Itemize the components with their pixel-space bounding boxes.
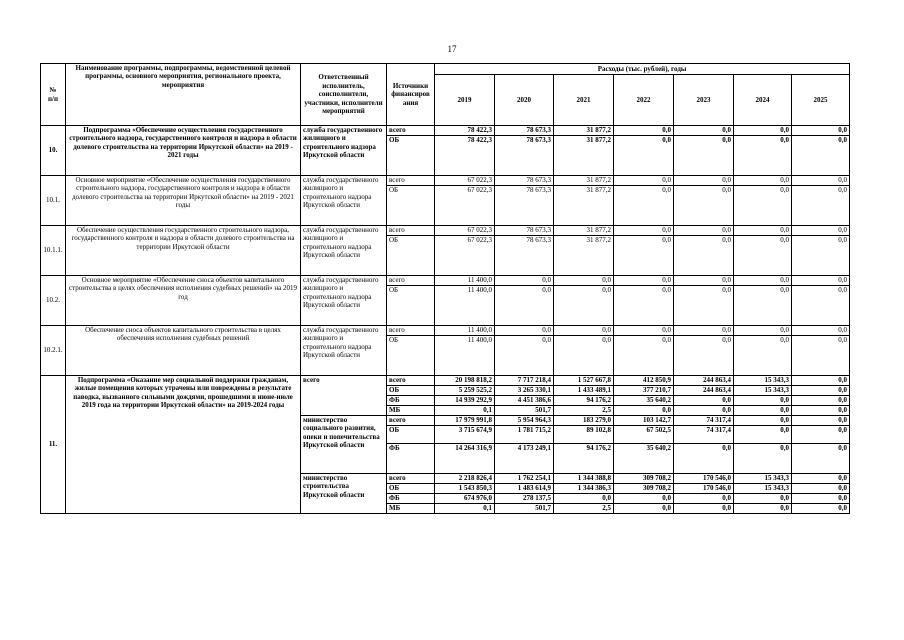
value-cell: 78 673,3 — [495, 126, 554, 136]
value-cell: 31 877,2 — [554, 126, 614, 136]
value-cell: 0,0 — [734, 494, 792, 504]
header-name: Наименование программы, подпрограммы, ведомственной целевой программы, основного мероприятия, регионального проекта, мероприятия — [66, 64, 301, 126]
row-source: МБ — [387, 406, 435, 416]
value-cell: 0,0 — [674, 286, 734, 326]
value-cell: 244 863,4 — [674, 386, 734, 396]
value-cell: 0,0 — [614, 236, 674, 276]
value-cell: 78 673,3 — [495, 136, 554, 176]
value-cell: 11 400,0 — [435, 336, 495, 376]
value-cell: 2 218 826,4 — [435, 474, 495, 484]
value-cell: 0,0 — [674, 136, 734, 176]
row-source: всего — [387, 416, 435, 426]
row-name: Подпрограмма «Обеспечение осуществления государственного строительного надзора, государственного контроля и надзора в области долевого строительства на территории Иркутской области» на 2019 - 2021 годы — [66, 126, 301, 176]
table-row — [41, 176, 850, 186]
row-source: ФБ — [387, 494, 435, 504]
value-cell: 0,0 — [674, 444, 734, 474]
table-row — [41, 276, 850, 286]
row-executor: министерство социального развития, опеки и попечительства Иркутской области — [301, 416, 387, 474]
value-cell: 67 022,3 — [435, 236, 495, 276]
row-executor: служба государственного жилищного и строительного надзора Иркутской области — [301, 326, 387, 376]
value-cell: 0,0 — [614, 226, 674, 236]
value-cell: 0,0 — [792, 276, 850, 286]
value-cell: 0,0 — [674, 186, 734, 226]
header-year: 2023 — [674, 75, 734, 126]
row-number: 10. — [41, 126, 66, 176]
value-cell: 17 979 991,8 — [435, 416, 495, 426]
value-cell: 0,0 — [792, 286, 850, 326]
value-cell: 78 673,3 — [495, 186, 554, 226]
header-year: 2021 — [554, 75, 614, 126]
row-executor: служба государственного жилищного и строительного надзора Иркутской области — [301, 276, 387, 326]
value-cell: 0,0 — [674, 276, 734, 286]
header-year: 2019 — [435, 75, 495, 126]
row-executor: служба государственного жилищного и строительного надзора Иркутской области — [301, 226, 387, 276]
value-cell: 94 176,2 — [554, 444, 614, 474]
row-number: 10.2. — [41, 276, 66, 326]
expenses-table — [40, 63, 850, 514]
value-cell: 15 343,3 — [734, 386, 792, 396]
value-cell: 67 022,3 — [435, 226, 495, 236]
row-source: всего — [387, 474, 435, 484]
value-cell: 1 762 254,1 — [495, 474, 554, 484]
header-executor: Ответственный исполнитель, соисполнители, участники, исполнители мероприятий — [301, 64, 387, 126]
value-cell: 309 708,2 — [614, 484, 674, 494]
value-cell: 0,0 — [674, 336, 734, 376]
value-cell: 3 265 330,1 — [495, 386, 554, 396]
header-year: 2020 — [495, 75, 554, 126]
value-cell: 0,1 — [435, 406, 495, 416]
row-source: всего — [387, 376, 435, 386]
row-source: ОБ — [387, 286, 435, 326]
value-cell: 674 976,0 — [435, 494, 495, 504]
header-num: № п/п — [41, 64, 66, 126]
row-source: всего — [387, 276, 435, 286]
value-cell: 0,0 — [734, 504, 792, 514]
row-source: всего — [387, 226, 435, 236]
value-cell: 14 939 292,9 — [435, 396, 495, 406]
row-source: ОБ — [387, 426, 435, 444]
value-cell: 0,0 — [734, 406, 792, 416]
row-source: ОБ — [387, 236, 435, 276]
row-executor: служба государственного жилищного и строительного надзора Иркутской области — [301, 126, 387, 176]
value-cell: 0,0 — [792, 406, 850, 416]
value-cell: 0,0 — [674, 494, 734, 504]
value-cell: 15 343,3 — [734, 474, 792, 484]
value-cell: 0,0 — [734, 226, 792, 236]
value-cell: 0,0 — [674, 126, 734, 136]
value-cell: 377 210,7 — [614, 386, 674, 396]
value-cell: 0,0 — [614, 286, 674, 326]
value-cell: 31 877,2 — [554, 136, 614, 176]
value-cell: 183 279,0 — [554, 416, 614, 426]
value-cell: 78 673,3 — [495, 226, 554, 236]
value-cell: 15 343,3 — [734, 484, 792, 494]
value-cell: 1 527 667,8 — [554, 376, 614, 386]
row-name: Основное мероприятие «Обеспечение осуществления государственного строительного надзора, государственного контроля и надзора в области долевого строительства на территории Иркутской области» на 2019 - 2021 годы — [66, 176, 301, 226]
value-cell: 0,0 — [674, 326, 734, 336]
value-cell: 31 877,2 — [554, 186, 614, 226]
value-cell: 4 173 249,1 — [495, 444, 554, 474]
value-cell: 0,0 — [792, 186, 850, 226]
row-source: МБ — [387, 504, 435, 514]
value-cell: 0,0 — [792, 236, 850, 276]
value-cell: 0,0 — [734, 176, 792, 186]
value-cell: 0,0 — [674, 406, 734, 416]
value-cell: 0,0 — [734, 416, 792, 426]
value-cell: 0,0 — [614, 406, 674, 416]
value-cell: 0,0 — [792, 176, 850, 186]
value-cell: 31 877,2 — [554, 176, 614, 186]
value-cell: 3 715 674,9 — [435, 426, 495, 444]
value-cell: 0,0 — [792, 376, 850, 386]
value-cell: 0,0 — [792, 484, 850, 494]
row-number: 10.2.1. — [41, 326, 66, 376]
value-cell: 35 640,2 — [614, 444, 674, 474]
value-cell: 0,0 — [614, 136, 674, 176]
row-source: ФБ — [387, 444, 435, 474]
header-year: 2024 — [734, 75, 792, 126]
table-body — [41, 126, 850, 514]
value-cell: 170 546,0 — [674, 484, 734, 494]
value-cell: 0,0 — [614, 494, 674, 504]
row-executor: служба государственного жилищного и строительного надзора Иркутской области — [301, 176, 387, 226]
value-cell: 31 877,2 — [554, 236, 614, 276]
table-row — [41, 376, 850, 386]
value-cell: 0,0 — [792, 474, 850, 484]
value-cell: 412 850,9 — [614, 376, 674, 386]
value-cell: 0,0 — [495, 336, 554, 376]
row-number: 10.1. — [41, 176, 66, 226]
value-cell: 94 176,2 — [554, 396, 614, 406]
value-cell: 0,0 — [614, 176, 674, 186]
value-cell: 0,0 — [674, 176, 734, 186]
value-cell: 0,0 — [495, 326, 554, 336]
table-row — [41, 326, 850, 336]
row-name: Обеспечение осуществления государственного строительного надзора, государственного контроля и надзора в области долевого строительства на территории Иркутской области — [66, 226, 301, 276]
value-cell: 0,0 — [792, 126, 850, 136]
value-cell: 0,0 — [614, 126, 674, 136]
value-cell: 0,0 — [554, 336, 614, 376]
value-cell: 0,0 — [734, 326, 792, 336]
page-number: 17 — [447, 44, 457, 54]
row-executor: всего — [301, 376, 387, 416]
value-cell: 0,0 — [554, 276, 614, 286]
row-source: ОБ — [387, 484, 435, 494]
value-cell: 15 343,3 — [734, 376, 792, 386]
header-year: 2022 — [614, 75, 674, 126]
value-cell: 501,7 — [495, 406, 554, 416]
value-cell: 0,0 — [614, 276, 674, 286]
value-cell: 0,0 — [554, 286, 614, 326]
value-cell: 0,0 — [674, 236, 734, 276]
value-cell: 78 673,3 — [495, 176, 554, 186]
row-executor: министерство строительства Иркутской области — [301, 474, 387, 514]
value-cell: 0,0 — [614, 336, 674, 376]
value-cell: 78 422,3 — [435, 136, 495, 176]
row-source: ОБ — [387, 386, 435, 396]
value-cell: 0,0 — [554, 494, 614, 504]
value-cell: 67 022,3 — [435, 176, 495, 186]
value-cell: 0,0 — [792, 444, 850, 474]
row-source: ФБ — [387, 396, 435, 406]
value-cell: 0,0 — [792, 226, 850, 236]
value-cell: 0,0 — [792, 396, 850, 406]
value-cell: 0,0 — [495, 276, 554, 286]
table-row — [41, 226, 850, 236]
value-cell: 0,0 — [734, 186, 792, 226]
value-cell: 0,0 — [792, 426, 850, 444]
value-cell: 0,0 — [734, 276, 792, 286]
value-cell: 11 400,0 — [435, 286, 495, 326]
value-cell: 0,0 — [792, 504, 850, 514]
value-cell: 31 877,2 — [554, 226, 614, 236]
row-number: 10.1.1. — [41, 226, 66, 276]
header-source: Источники финансиров ания — [387, 64, 435, 126]
value-cell: 1 344 388,8 — [554, 474, 614, 484]
value-cell: 0,0 — [614, 504, 674, 514]
row-source: всего — [387, 176, 435, 186]
value-cell: 0,0 — [792, 336, 850, 376]
value-cell: 0,0 — [734, 236, 792, 276]
row-source: всего — [387, 326, 435, 336]
value-cell: 0,0 — [614, 186, 674, 226]
value-cell: 74 317,4 — [674, 426, 734, 444]
value-cell: 0,0 — [674, 396, 734, 406]
value-cell: 5 259 525,2 — [435, 386, 495, 396]
table-row — [41, 126, 850, 136]
header-expenses: Расходы (тыс. рублей), годы — [435, 64, 850, 75]
value-cell: 78 673,3 — [495, 236, 554, 276]
row-name: Обеспечение сноса объектов капитального строительства в целях обеспечения исполнения судебных решений — [66, 326, 301, 376]
value-cell: 0,0 — [674, 504, 734, 514]
value-cell: 2,5 — [554, 406, 614, 416]
value-cell: 170 546,0 — [674, 474, 734, 484]
value-cell: 0,0 — [674, 226, 734, 236]
row-source: ОБ — [387, 186, 435, 226]
row-source: ОБ — [387, 336, 435, 376]
value-cell: 78 422,3 — [435, 126, 495, 136]
row-name: Подпрограмма «Оказание мер социальной поддержки гражданам, жилые помещения которых утрачены или повреждены в результате паводка, вызванного сильными дождями, прошедшими в июне-июле 2019 года на территории Иркутской области» на 2019-2024 годы — [66, 376, 301, 514]
row-source: всего — [387, 126, 435, 136]
value-cell: 0,0 — [734, 136, 792, 176]
value-cell: 0,0 — [734, 444, 792, 474]
value-cell: 0,0 — [734, 336, 792, 376]
value-cell: 0,1 — [435, 504, 495, 514]
value-cell: 67 022,3 — [435, 186, 495, 226]
value-cell: 4 451 386,6 — [495, 396, 554, 406]
value-cell: 67 502,5 — [614, 426, 674, 444]
value-cell: 0,0 — [792, 386, 850, 396]
value-cell: 74 317,4 — [674, 416, 734, 426]
value-cell: 0,0 — [734, 396, 792, 406]
value-cell: 0,0 — [554, 326, 614, 336]
value-cell: 0,0 — [792, 494, 850, 504]
value-cell: 2,5 — [554, 504, 614, 514]
value-cell: 0,0 — [614, 326, 674, 336]
value-cell: 501,7 — [495, 504, 554, 514]
value-cell: 1 543 850,3 — [435, 484, 495, 494]
value-cell: 7 717 218,4 — [495, 376, 554, 386]
value-cell: 0,0 — [792, 416, 850, 426]
value-cell: 1 483 614,9 — [495, 484, 554, 494]
row-number: 11. — [41, 376, 66, 514]
value-cell: 11 400,0 — [435, 276, 495, 286]
value-cell: 0,0 — [734, 126, 792, 136]
row-source: ОБ — [387, 136, 435, 176]
value-cell: 278 137,5 — [495, 494, 554, 504]
value-cell: 0,0 — [734, 426, 792, 444]
header-year: 2025 — [792, 75, 850, 126]
value-cell: 0,0 — [495, 286, 554, 326]
value-cell: 11 400,0 — [435, 326, 495, 336]
value-cell: 14 264 316,9 — [435, 444, 495, 474]
value-cell: 35 640,2 — [614, 396, 674, 406]
value-cell: 1 433 489,1 — [554, 386, 614, 396]
value-cell: 0,0 — [792, 326, 850, 336]
value-cell: 89 102,8 — [554, 426, 614, 444]
value-cell: 20 198 818,2 — [435, 376, 495, 386]
value-cell: 0,0 — [734, 286, 792, 326]
value-cell: 103 142,7 — [614, 416, 674, 426]
value-cell: 1 781 715,2 — [495, 426, 554, 444]
value-cell: 5 954 964,3 — [495, 416, 554, 426]
value-cell: 0,0 — [792, 136, 850, 176]
row-name: Основное мероприятие «Обеспечение сноса объектов капитального строительства в целях обеспечения исполнения судебных решений» на 2019 год — [66, 276, 301, 326]
value-cell: 1 344 386,3 — [554, 484, 614, 494]
value-cell: 244 863,4 — [674, 376, 734, 386]
value-cell: 309 708,2 — [614, 474, 674, 484]
